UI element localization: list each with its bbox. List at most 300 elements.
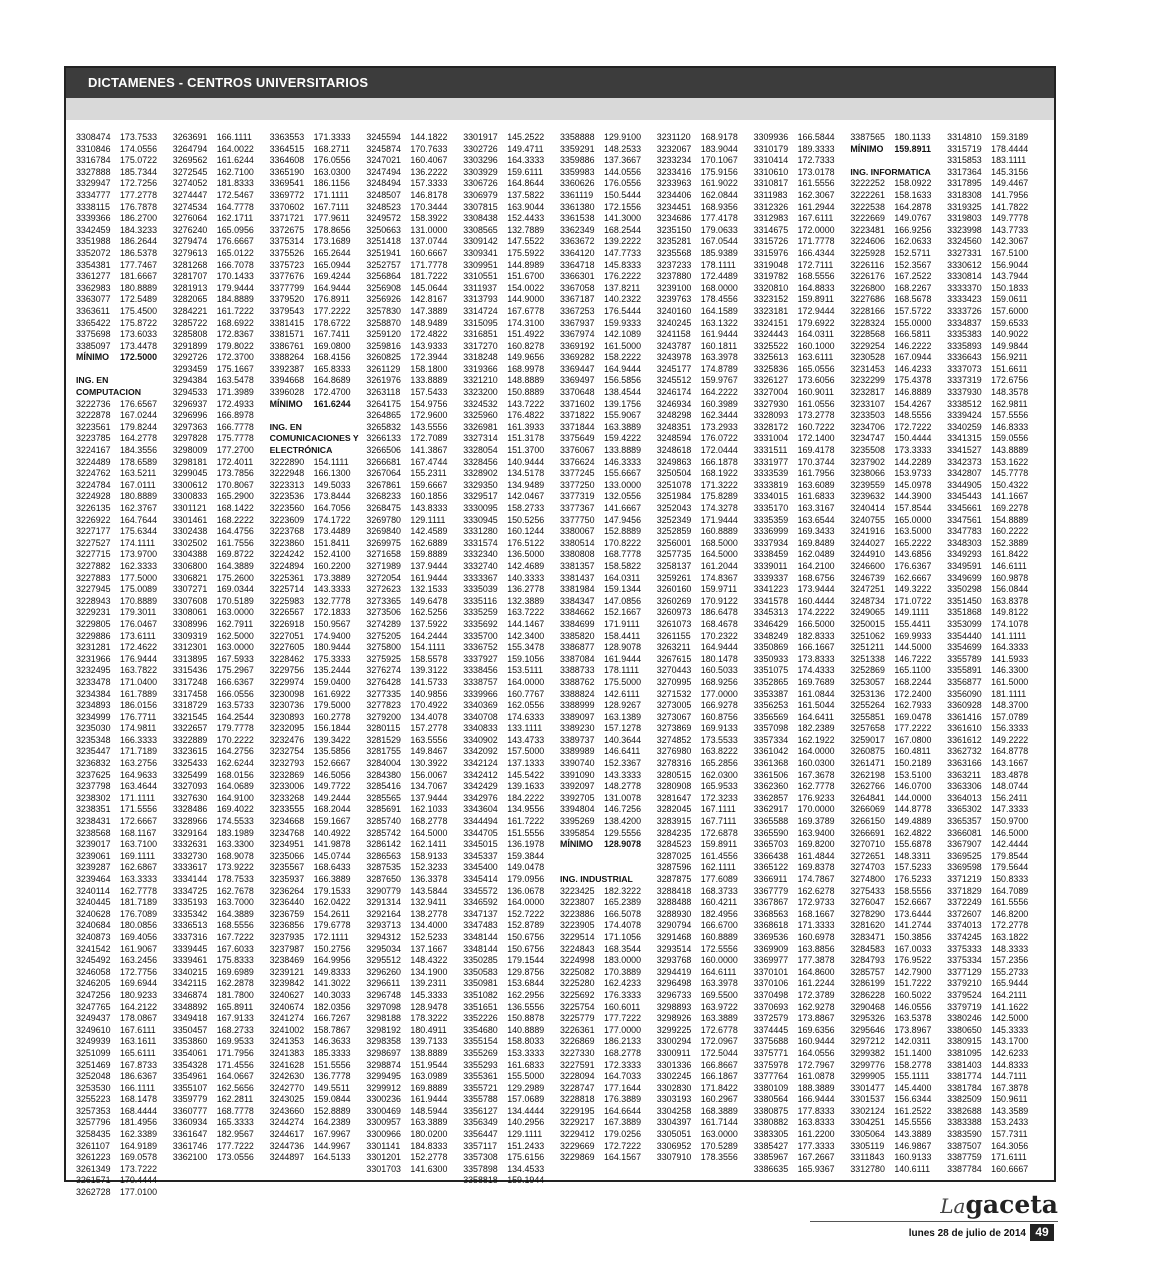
result-row xyxy=(463,1025,560,1037)
score: 170.2222 xyxy=(216,734,254,745)
score: 168.1667 xyxy=(797,908,835,919)
score: 163.5733 xyxy=(216,700,254,711)
score: 176.6667 xyxy=(216,236,254,247)
result-row xyxy=(657,909,754,921)
result-row xyxy=(947,503,1044,515)
result-row xyxy=(754,178,851,190)
applicant-id: 3325522 xyxy=(753,340,789,351)
score: 128.9078 xyxy=(603,642,642,653)
result-row xyxy=(850,283,947,295)
applicant-id: 3284235 xyxy=(656,827,692,838)
score: 164.8833 xyxy=(797,282,835,293)
result-row xyxy=(76,631,173,643)
applicant-id: 3225714 xyxy=(269,584,305,595)
result-row xyxy=(657,248,754,260)
applicant-id: 3301201 xyxy=(366,1152,401,1163)
result-row xyxy=(173,851,270,863)
score: 182.0356 xyxy=(313,1001,351,1012)
applicant-id: 3244910 xyxy=(850,549,885,560)
applicant-id: 3367937 xyxy=(559,317,595,328)
result-row xyxy=(560,1152,657,1164)
applicant-id: 3324443 xyxy=(753,329,789,340)
applicant-id: 3357334 xyxy=(753,734,789,745)
applicant-id: 3342429 xyxy=(463,781,498,792)
applicant-id: 3327630 xyxy=(172,792,208,803)
score: 172.6778 xyxy=(700,1024,738,1035)
applicant-id: 3224894 xyxy=(269,560,305,571)
score: 181.7189 xyxy=(120,897,158,908)
applicant-id: 3223768 xyxy=(269,526,305,537)
score: 173.6444 xyxy=(894,908,932,919)
result-row xyxy=(173,1048,270,1060)
result-row xyxy=(657,1152,754,1164)
applicant-id: 3255223 xyxy=(76,1094,111,1105)
applicant-id: 3226800 xyxy=(850,282,885,293)
score: 179.0633 xyxy=(700,224,738,235)
score: 161.6833 xyxy=(507,1059,545,1070)
result-row xyxy=(270,1036,367,1048)
result-row xyxy=(657,155,754,167)
result-row xyxy=(947,793,1044,805)
applicant-id: 3337927 xyxy=(463,653,498,664)
result-row xyxy=(366,1083,463,1095)
result-row xyxy=(270,225,367,237)
applicant-id: 3223560 xyxy=(269,503,305,513)
result-row xyxy=(657,433,754,445)
result-row xyxy=(850,1106,947,1118)
score: 173.9700 xyxy=(120,549,158,560)
applicant-id: 3233268 xyxy=(269,792,305,803)
applicant-id: 3355361 xyxy=(463,1071,498,1082)
score: 161.2522 xyxy=(894,1105,932,1116)
score: 156.0067 xyxy=(410,769,448,780)
applicant-id: 3237902 xyxy=(850,456,885,467)
result-row xyxy=(754,329,851,341)
score: 160.6978 xyxy=(797,931,835,942)
applicant-id: 3248494 xyxy=(366,178,401,189)
result-row xyxy=(850,607,947,619)
applicant-id: 3261471 xyxy=(850,758,885,769)
score: 164.1567 xyxy=(603,1152,642,1163)
score: 179.0256 xyxy=(603,1129,642,1140)
score: 167.6778 xyxy=(507,305,545,316)
applicant-id: 3232095 xyxy=(269,723,305,734)
applicant-id: 3301461 xyxy=(172,514,208,525)
score: 169.9133 xyxy=(700,723,738,734)
result-row xyxy=(270,862,367,874)
result-row xyxy=(463,596,560,608)
result-row xyxy=(366,190,463,202)
score: 146.8333 xyxy=(991,421,1029,432)
applicant-id: 3342459 xyxy=(76,224,111,235)
score: 179.1544 xyxy=(507,955,545,966)
score: 147.5522 xyxy=(507,236,545,247)
result-row xyxy=(754,468,851,480)
result-row xyxy=(463,1175,560,1187)
score: 162.3444 xyxy=(700,410,738,421)
applicant-id: 3276274 xyxy=(366,665,401,676)
result-row xyxy=(754,491,851,503)
result-row xyxy=(270,236,367,248)
result-row xyxy=(657,190,754,202)
result-row xyxy=(366,457,463,469)
result-row xyxy=(366,1048,463,1060)
applicant-id: 3235937 xyxy=(269,874,305,884)
applicant-id: 3333423 xyxy=(947,294,982,305)
score: 141.6300 xyxy=(410,1163,448,1174)
score: 164.0689 xyxy=(216,781,254,792)
result-row xyxy=(754,445,851,457)
score: 179.5644 xyxy=(991,862,1029,873)
applicant-id: 3287875 xyxy=(656,874,692,884)
applicant-id: 3249863 xyxy=(656,456,692,467)
result-row xyxy=(657,1083,754,1095)
applicant-id: 3377367 xyxy=(559,503,595,513)
score: 162.1411 xyxy=(410,839,447,850)
score: 164.5133 xyxy=(313,1152,351,1163)
result-row xyxy=(270,480,367,492)
result-row xyxy=(173,306,270,318)
score: 162.7778 xyxy=(797,781,835,792)
score: 162.0422 xyxy=(313,897,351,908)
score: 141.5933 xyxy=(991,653,1029,664)
score: 146.3333 xyxy=(603,456,642,467)
score: 172.9600 xyxy=(410,410,448,421)
score: 164.9633 xyxy=(120,769,158,780)
result-row xyxy=(463,642,560,654)
result-row xyxy=(850,886,947,898)
score: 137.1333 xyxy=(507,758,545,769)
score: 168.0156 xyxy=(216,769,254,780)
result-row xyxy=(754,213,851,225)
score: 173.6056 xyxy=(797,375,835,386)
score: 162.0556 xyxy=(507,700,545,711)
score: 162.0844 xyxy=(700,189,738,200)
applicant-id: 3367974 xyxy=(559,329,595,340)
result-row xyxy=(366,248,463,260)
score: 164.3889 xyxy=(216,908,254,919)
applicant-id: 3364608 xyxy=(269,155,305,166)
score: 153.5111 xyxy=(507,665,543,676)
applicant-id: 3225754 xyxy=(559,1001,595,1012)
result-row xyxy=(657,816,754,828)
applicant-id: 3325499 xyxy=(172,769,208,780)
score: 174.1111 xyxy=(120,537,156,548)
score: 155.2311 xyxy=(410,468,447,479)
applicant-id: 3229412 xyxy=(559,1129,595,1140)
applicant-id: 3339011 xyxy=(753,560,788,571)
result-row xyxy=(754,144,851,156)
applicant-id: 3251062 xyxy=(850,630,885,641)
result-row xyxy=(463,144,560,156)
result-row xyxy=(947,1129,1044,1141)
applicant-id: 3298181 xyxy=(172,456,208,467)
applicant-id: 3223886 xyxy=(559,908,595,919)
applicant-id: 3279200 xyxy=(366,711,401,722)
score: 146.0700 xyxy=(894,781,932,792)
result-row xyxy=(76,944,173,956)
applicant-id: 3261129 xyxy=(366,363,401,374)
result-row xyxy=(173,410,270,422)
applicant-id: 3277823 xyxy=(366,700,401,711)
score: 160.1000 xyxy=(797,340,835,351)
result-row xyxy=(173,1152,270,1164)
score: 164.2100 xyxy=(797,560,835,571)
score: 161.4556 xyxy=(700,850,738,861)
result-row xyxy=(76,144,173,156)
applicant-id: 3348303 xyxy=(947,537,982,548)
score: 164.3333 xyxy=(507,155,545,166)
result-row xyxy=(850,665,947,677)
result-row xyxy=(366,283,463,295)
score: 169.9533 xyxy=(216,1036,254,1047)
score: 167.3678 xyxy=(797,769,835,780)
result-row xyxy=(850,1083,947,1095)
result-row xyxy=(463,167,560,179)
minimum-score: 172.5000 xyxy=(120,352,158,363)
result-row xyxy=(366,619,463,631)
result-row xyxy=(173,144,270,156)
result-row xyxy=(754,480,851,492)
result-row xyxy=(560,445,657,457)
score: 161.7222 xyxy=(216,305,254,316)
applicant-id: 3367253 xyxy=(559,305,595,316)
result-row xyxy=(947,804,1044,816)
result-row xyxy=(76,410,173,422)
applicant-id: 3345443 xyxy=(947,491,982,502)
applicant-id: 3331977 xyxy=(753,456,789,467)
result-row xyxy=(463,561,560,573)
score: 172.6667 xyxy=(120,816,158,827)
applicant-id: 3302830 xyxy=(656,1082,692,1093)
applicant-id: 3248594 xyxy=(656,433,692,444)
result-row xyxy=(947,561,1044,573)
score: 158.3922 xyxy=(410,213,448,224)
result-row xyxy=(463,1002,560,1014)
score: 158.5578 xyxy=(410,653,448,664)
result-row xyxy=(850,1071,947,1083)
result-row xyxy=(270,874,367,886)
score: 159.4222 xyxy=(603,433,642,444)
applicant-id: 3297098 xyxy=(366,1001,401,1012)
score: 150.4322 xyxy=(991,479,1029,490)
score: 186.2700 xyxy=(120,213,158,224)
score: 166.1667 xyxy=(797,642,835,653)
score: 167.2522 xyxy=(894,271,932,282)
applicant-id: 3237798 xyxy=(76,781,111,792)
result-row xyxy=(76,886,173,898)
score: 178.0867 xyxy=(120,1013,158,1024)
score: 149.0478 xyxy=(507,862,545,873)
applicant-id: 3379543 xyxy=(269,305,305,316)
result-row xyxy=(366,167,463,179)
score: 161.6922 xyxy=(313,688,351,699)
score: 172.0967 xyxy=(700,1036,738,1047)
applicant-id: 3228568 xyxy=(850,329,885,340)
results-column xyxy=(76,132,173,1198)
applicant-id: 3285722 xyxy=(172,317,208,328)
applicant-id: 3229217 xyxy=(559,1117,595,1128)
result-row xyxy=(463,897,560,909)
result-row xyxy=(270,828,367,840)
score: 146.8200 xyxy=(991,908,1029,919)
applicant-id: 3257796 xyxy=(76,1117,111,1128)
applicant-id: 3262198 xyxy=(850,769,885,780)
result-row xyxy=(366,202,463,214)
applicant-id: 3229195 xyxy=(559,1105,595,1116)
result-row xyxy=(560,1106,657,1118)
result-row xyxy=(850,248,947,260)
score: 162.3767 xyxy=(120,503,158,513)
score: 167.0033 xyxy=(894,943,932,954)
result-row xyxy=(754,503,851,515)
score: 158.8033 xyxy=(507,1036,545,1047)
result-row xyxy=(463,271,560,283)
score: 162.1922 xyxy=(797,734,835,745)
score: 128.9267 xyxy=(603,700,642,711)
score: 136.1978 xyxy=(507,839,545,850)
score: 145.3333 xyxy=(410,989,448,1000)
score: 160.1856 xyxy=(410,491,448,502)
score: 168.2044 xyxy=(313,804,351,815)
result-row xyxy=(463,480,560,492)
score: 186.1156 xyxy=(313,178,350,189)
score: 140.9856 xyxy=(410,688,448,699)
applicant-id: 3325960 xyxy=(463,410,498,421)
applicant-id: 3392387 xyxy=(269,363,305,374)
applicant-id: 3380514 xyxy=(559,537,595,548)
applicant-id: 3370602 xyxy=(269,201,305,212)
applicant-id: 3263118 xyxy=(366,387,401,398)
result-row xyxy=(366,804,463,816)
result-row xyxy=(76,1117,173,1129)
result-row xyxy=(560,202,657,214)
result-row xyxy=(657,746,754,758)
applicant-id: 3339337 xyxy=(753,572,789,583)
result-row xyxy=(76,955,173,967)
result-row xyxy=(850,723,947,735)
score: 163.4644 xyxy=(120,781,158,792)
score: 143.3333 xyxy=(313,584,351,595)
applicant-id: 3245594 xyxy=(366,132,401,142)
score: 162.3067 xyxy=(797,189,835,200)
score: 150.3856 xyxy=(894,931,932,942)
result-row xyxy=(754,352,851,364)
applicant-id: 3261976 xyxy=(366,375,401,386)
result-row xyxy=(173,202,270,214)
result-row xyxy=(657,642,754,654)
result-row xyxy=(947,375,1044,387)
result-row xyxy=(463,1129,560,1141)
result-row xyxy=(76,538,173,550)
result-row xyxy=(850,955,947,967)
result-row xyxy=(173,886,270,898)
score: 175.2600 xyxy=(216,572,254,583)
score: 172.7222 xyxy=(894,421,932,432)
score: 139.1756 xyxy=(603,398,642,409)
applicant-id: 3251078 xyxy=(656,479,692,490)
score: 137.9444 xyxy=(410,792,448,803)
score: 172.5044 xyxy=(700,1047,738,1058)
applicant-id: 3304388 xyxy=(172,549,208,560)
result-row xyxy=(947,399,1044,411)
applicant-id: 3366911 xyxy=(753,874,788,884)
result-row xyxy=(173,874,270,886)
result-row xyxy=(657,793,754,805)
result-row xyxy=(754,375,851,387)
score: 172.0000 xyxy=(797,224,835,235)
score: 157.0789 xyxy=(991,711,1029,722)
result-row xyxy=(270,538,367,550)
result-row xyxy=(560,491,657,503)
score: 174.6333 xyxy=(507,711,545,722)
result-row xyxy=(366,712,463,724)
applicant-id: 3357098 xyxy=(753,723,789,734)
result-row xyxy=(366,399,463,411)
applicant-id: 3246205 xyxy=(76,978,111,989)
score: 162.9811 xyxy=(991,398,1028,409)
result-row xyxy=(173,538,270,550)
applicant-id: 3352072 xyxy=(76,247,111,258)
result-row xyxy=(850,445,947,457)
score: 142.6111 xyxy=(603,688,640,699)
result-row xyxy=(173,573,270,585)
applicant-id: 3356877 xyxy=(947,676,982,687)
score: 149.7778 xyxy=(991,213,1029,224)
applicant-id: 3296937 xyxy=(172,398,208,409)
result-row xyxy=(270,387,367,399)
result-row xyxy=(560,167,657,179)
result-row xyxy=(76,607,173,619)
result-row xyxy=(850,862,947,874)
result-row xyxy=(270,526,367,538)
applicant-id: 3340902 xyxy=(463,734,498,745)
result-row xyxy=(76,1025,173,1037)
score: 148.2778 xyxy=(603,781,642,792)
score: 172.6756 xyxy=(991,375,1029,386)
result-row xyxy=(560,364,657,376)
result-row xyxy=(463,944,560,956)
applicant-id: 3317270 xyxy=(463,340,498,351)
result-row xyxy=(560,932,657,944)
score: 160.1244 xyxy=(507,526,545,537)
score: 172.4622 xyxy=(120,642,158,653)
applicant-id: 3349591 xyxy=(947,560,982,571)
result-row xyxy=(366,700,463,712)
applicant-id: 3318248 xyxy=(463,352,498,363)
result-row xyxy=(463,607,560,619)
result-row xyxy=(463,433,560,445)
applicant-id: 3351082 xyxy=(463,989,498,1000)
applicant-id: 3235281 xyxy=(656,236,692,247)
result-row xyxy=(657,723,754,735)
applicant-id: 3335359 xyxy=(753,514,789,525)
result-row xyxy=(76,202,173,214)
score: 164.0667 xyxy=(216,1071,254,1082)
result-row xyxy=(173,236,270,248)
result-row xyxy=(947,932,1044,944)
result-row xyxy=(850,793,947,805)
result-row xyxy=(463,468,560,480)
applicant-id: 3270995 xyxy=(656,676,692,687)
result-row xyxy=(560,155,657,167)
score: 161.9444 xyxy=(410,1094,448,1105)
applicant-id: 3385820 xyxy=(559,630,595,641)
applicant-id: 3286199 xyxy=(850,978,885,989)
score: 168.6756 xyxy=(797,572,835,583)
applicant-id: 3381774 xyxy=(947,1071,982,1082)
applicant-id: 3390740 xyxy=(559,758,595,769)
